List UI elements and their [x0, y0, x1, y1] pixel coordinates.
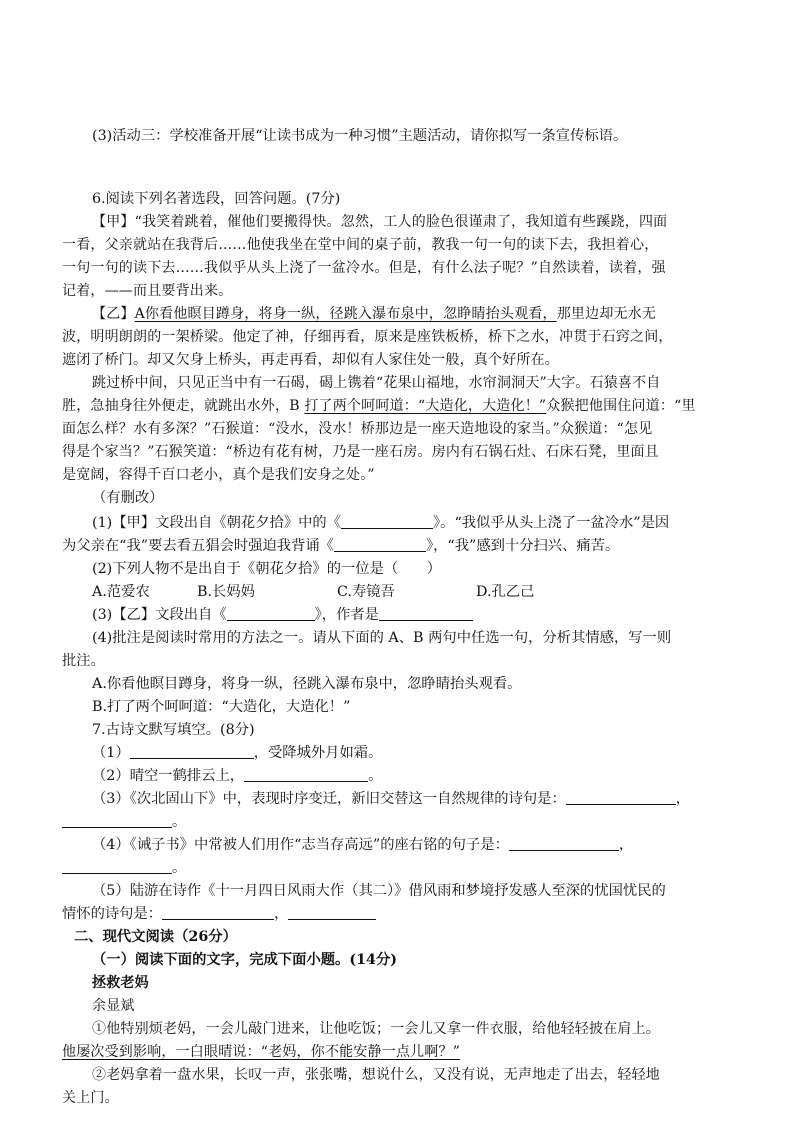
- question-6-2: (2)下列人物不是出自于《朝花夕拾》的一位是（ ）: [92, 561, 442, 577]
- answer-blank[interactable]: [130, 743, 254, 759]
- abridged-note: （有删改）: [92, 490, 164, 506]
- question-7-4-cont: 。: [62, 857, 186, 879]
- passage-jia-line: 【甲】“我笑着跳着，催他们要搬得快。忽然，工人的脸色很谨肃了，我知道有些蹊跷，四面: [92, 214, 668, 230]
- underlined-sentence-a: A你看他瞑目蹲身，将身一纵，径跳入瀑布泉中，忽睁睛抬头观看，: [134, 306, 557, 322]
- story-paragraph-cont: [62, 1041, 460, 1063]
- underlined-sentence: 他屡次受到影响，一白眼晴说：“老妈，你不能安静一点儿啊？”: [62, 1044, 461, 1060]
- answer-blank[interactable]: [334, 536, 426, 552]
- story-title: 拯救老妈: [92, 975, 149, 991]
- question-6-1-cont: 为父亲在“我”要去看五猖会时强迫我背诵《 》，“我”感到十分扫兴、痛苦。: [62, 538, 620, 554]
- sentence-a: A.你看他瞑目蹲身，将身一纵，径跳入瀑布泉中，忽睁睛抬头观看。: [92, 676, 522, 692]
- passage-jia-line: 一看，父亲就站在我背后……他使我坐在堂中间的桌子前，教我一句一句的读下去，我担着心，: [62, 237, 659, 253]
- answer-blank[interactable]: [288, 904, 376, 920]
- answer-blank[interactable]: [162, 904, 274, 920]
- answer-blank[interactable]: [566, 789, 676, 805]
- question-5-3: (3)活动三：学校准备开展“让读书成为一种习惯”主题活动，请你拟写一条宣传标语。: [92, 128, 628, 144]
- answer-blank[interactable]: [509, 835, 619, 851]
- story-paragraph-cont: 关上门。: [62, 1090, 119, 1106]
- question-7-1: （1） ，受降城外月如霜。: [92, 745, 383, 761]
- answer-blank[interactable]: [379, 605, 473, 621]
- underlined-sentence-b: 打了两个呵呵道：“大造化，大造化！”: [304, 398, 547, 414]
- option-a: A.范爱农: [92, 584, 150, 600]
- answer-blank[interactable]: [341, 513, 433, 529]
- question-7-title: 7.古诗文默写填空。(8分): [92, 722, 255, 738]
- section-2-heading: 二、现代文阅读（26分）: [74, 929, 237, 945]
- option-d: D.孔乙己: [476, 584, 535, 600]
- passage-yi-line: 【乙】A你看他瞑目蹲身，将身一纵，径跳入瀑布泉中，忽睁睛抬头观看，那里边却无水无: [92, 306, 657, 322]
- passage-yi-line: 是宽阔，容得千百口老小，真个是我们安身之处。”: [62, 467, 375, 483]
- question-6-title: 6.阅读下列名著选段，回答问题。(7分): [92, 191, 341, 207]
- section-2-1-heading: （一）阅读下面的文字，完成下面小题。(14分): [92, 952, 398, 968]
- passage-yi-line: 跳过桥中间，只见正当中有一石碣，碣上镌着“花果山福地，水帘洞洞天”大字。石猿喜不自: [92, 375, 661, 391]
- option-b: B.长妈妈: [197, 584, 255, 600]
- passage-yi-line: 面怎么样？水有多深？”石猴道：“没水，没水！桥那边是一座天造地设的家当。”众猴道：“怎见: [62, 421, 653, 437]
- passage-yi-line: 波，明明朗朗的一架桥梁。他定了神，仔细再看，原来是座铁板桥，桥下之水，冲贯于石窍之间，: [62, 329, 673, 345]
- option-c: C.寿镜吾: [337, 584, 395, 600]
- passage-jia-line: 一句一句的读下去……我似乎从头上浇了一盆冷水。但是，有什么法子呢？”自然读着，读着，强: [62, 260, 666, 276]
- answer-blank[interactable]: [244, 766, 368, 782]
- question-7-3-cont: 。: [62, 811, 186, 833]
- question-7-4: （4）《诫子书》中常被人们用作“志当存高远”的座右铭的句子是： ，: [92, 837, 634, 853]
- story-paragraph: ②老妈拿着一盘水果，长叹一声，张张嘴，想说什么，又没有说，无声地走了出去，轻轻地: [92, 1067, 660, 1083]
- question-7-3: （3）《次北固山下》中，表现时序变迁，新旧交替这一自然规律的诗句是： ，: [92, 791, 691, 807]
- question-6-1: (1)【甲】文段出自《朝花夕拾》中的《 》。“我似乎从头上浇了一盆冷水”是因: [92, 515, 670, 531]
- passage-jia-line: 记着，——而且要背出来。: [62, 283, 233, 299]
- passage-yi-line: 得是个家当？”石猴笑道：“桥边有花有树，乃是一座石房。房内有石锅石灶、石床石凳，里面且: [62, 444, 659, 460]
- answer-blank[interactable]: [62, 858, 172, 874]
- sentence-b: B.打了两个呵呵道：“大造化，大造化！”: [92, 699, 351, 715]
- question-6-4: (4)批注是阅读时常用的方法之一。请从下面的 A、B 两句中任选一句，分析其情感，写一则: [92, 630, 672, 646]
- question-7-2: （2）晴空一鹤排云上， 。: [92, 768, 383, 784]
- passage-yi-line: 胜，急抽身往外便走，就跳出水外，B 打了两个呵呵道：“大造化，大造化！”众猴把他围住问道：“里: [62, 398, 696, 414]
- question-6-4-cont: 批注。: [62, 653, 105, 669]
- answer-blank[interactable]: [227, 605, 315, 621]
- passage-yi-line: 遮闭了桥门。却又欠身上桥头，再走再看，却似有人家住处一般，真个好所在。: [62, 352, 559, 368]
- question-7-5-cont: 情怀的诗句是： ，: [62, 903, 376, 925]
- question-6-3: (3)【乙】文段出自《 》，作者是: [92, 604, 473, 626]
- question-7-5: （5）陆游在诗作《十一月四日风雨大作（其二）》借风雨和梦境抒发感人至深的忧国忧民的: [92, 883, 666, 899]
- answer-blank[interactable]: [62, 812, 172, 828]
- story-author: 余显斌: [92, 998, 135, 1014]
- story-paragraph: ①他特别烦老妈，一会儿敲门进来，让他吃饭；一会儿又拿一件衣服，给他轻轻披在肩上。: [92, 1021, 660, 1037]
